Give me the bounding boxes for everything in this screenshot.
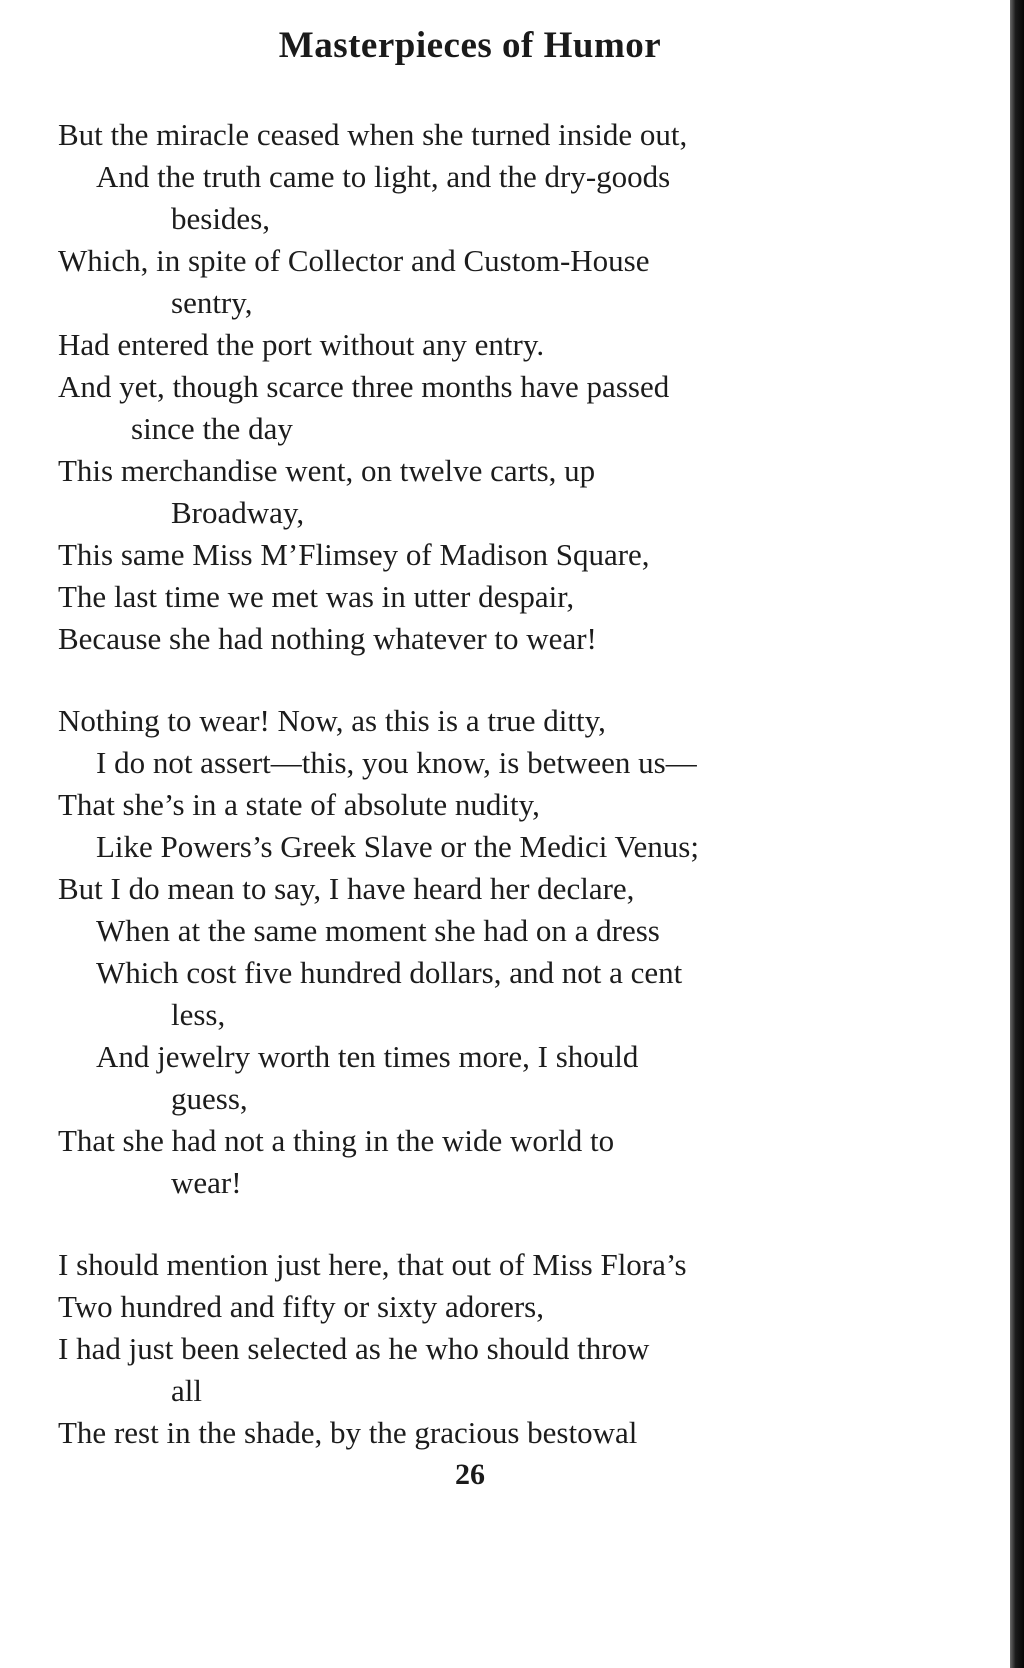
poem-line: And yet, though scarce three months have passed: [58, 369, 670, 404]
poem-line: Like Powers’s Greek Slave or the Medici Venus;: [96, 829, 699, 864]
poem-line: Had entered the port without any entry.: [58, 327, 545, 362]
poem-line: This same Miss M’Flimsey of Madison Square,: [58, 537, 650, 572]
poem-line: The last time we met was in utter despair,: [58, 579, 575, 614]
binding-edge-shadow: [1010, 0, 1024, 1668]
poem-line: That she’s in a state of absolute nudity,: [58, 787, 540, 822]
poem-line: Two hundred and fifty or sixty adorers,: [58, 1289, 544, 1324]
poem-line: And the truth came to light, and the dry-goods: [96, 159, 671, 194]
poem-line-turnover: Broadway,: [171, 495, 305, 530]
poem-line: The rest in the shade, by the gracious bestowal: [58, 1415, 638, 1450]
poem-line: I do not assert—this, you know, is between us—: [96, 745, 697, 780]
page-number: 26: [455, 1458, 485, 1491]
poem-line-turnover: wear!: [171, 1165, 242, 1200]
poem-line: Which cost five hundred dollars, and not a cent: [96, 955, 683, 990]
poem-line: When at the same moment she had on a dress: [96, 913, 660, 948]
poem-line-turnover: guess,: [171, 1081, 248, 1116]
poem-line: I had just been selected as he who should throw: [58, 1331, 650, 1366]
poem-line-turnover: since the day: [131, 411, 293, 446]
poem-line: And jewelry worth ten times more, I should: [96, 1039, 639, 1074]
poem-line-turnover: all: [171, 1373, 202, 1408]
poem-line: I should mention just here, that out of Miss Flora’s: [58, 1247, 687, 1282]
poem-line-turnover: sentry,: [171, 285, 253, 320]
poem-line: This merchandise went, on twelve carts, up: [58, 453, 596, 488]
poem-line: Which, in spite of Collector and Custom-House: [58, 243, 650, 278]
poem-line: But I do mean to say, I have heard her declare,: [58, 871, 635, 906]
poem-line-turnover: less,: [171, 997, 226, 1032]
poem-line: Nothing to wear! Now, as this is a true ditty,: [58, 703, 606, 738]
poem-line: That she had not a thing in the wide world to: [58, 1123, 615, 1158]
running-title: Masterpieces of Humor: [278, 25, 662, 66]
poem-line: But the miracle ceased when she turned inside out,: [58, 117, 688, 152]
poem-line-turnover: besides,: [171, 201, 271, 236]
poem-line: Because she had nothing whatever to wear!: [58, 621, 597, 656]
